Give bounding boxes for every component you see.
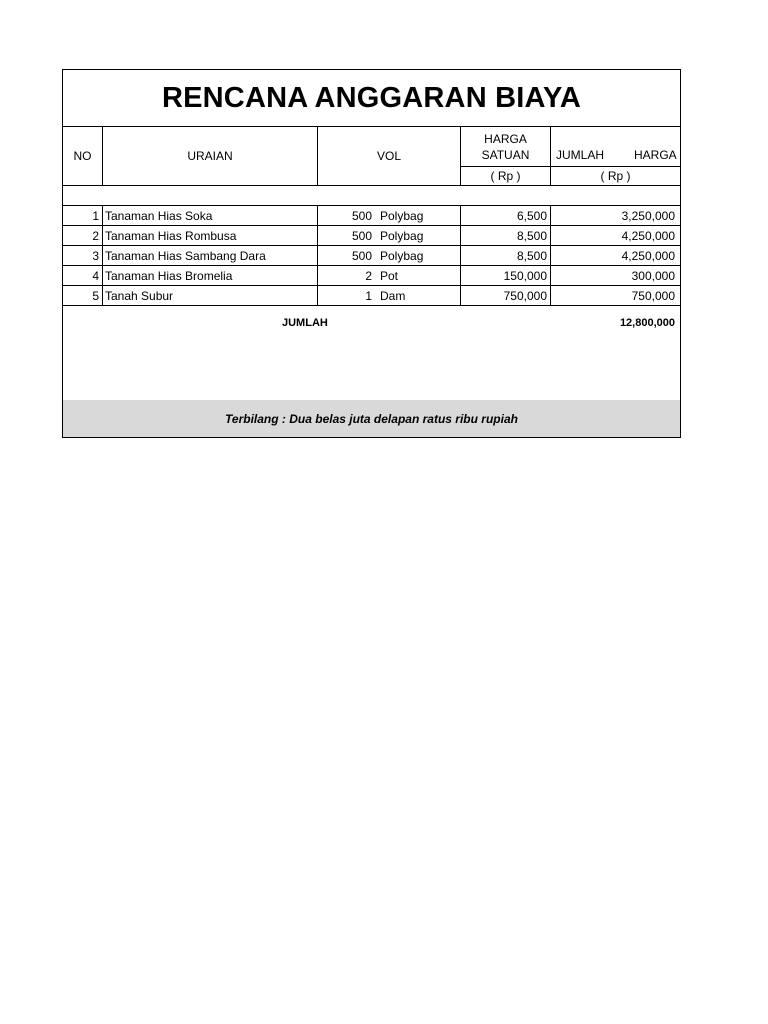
divider — [63, 225, 680, 226]
row-unit: Polybag — [380, 229, 424, 243]
divider — [102, 286, 103, 306]
row-jumlah: 4,250,000 — [621, 249, 675, 263]
document-title: RENCANA ANGGARAN BIAYA — [63, 70, 680, 127]
header-harga-satuan-line1: HARGA — [484, 132, 527, 146]
row-unit: Polybag — [380, 209, 424, 223]
divider — [63, 205, 680, 206]
row-harga-satuan: 150,000 — [503, 269, 547, 283]
row-vol: 500 — [351, 209, 372, 223]
row-no: 1 — [92, 209, 99, 223]
row-vol: 500 — [351, 229, 372, 243]
row-vol: 500 — [351, 249, 372, 263]
row-harga-satuan: 8,500 — [516, 229, 547, 243]
header-rp-satuan: ( Rp ) — [490, 169, 521, 183]
row-jumlah: 3,250,000 — [621, 209, 675, 223]
divider — [63, 285, 680, 286]
divider — [63, 305, 680, 306]
row-jumlah: 4,250,000 — [621, 229, 675, 243]
total-value: 12,800,000 — [619, 317, 675, 329]
header-harga-satuan-line2: SATUAN — [481, 148, 530, 162]
row-no: 5 — [92, 289, 99, 303]
row-uraian: Tanaman Hias Soka — [105, 209, 213, 223]
row-harga-satuan: 6,500 — [516, 209, 547, 223]
header-no: NO — [73, 148, 92, 163]
divider — [102, 226, 103, 246]
header-harga: HARGA — [634, 148, 677, 162]
row-vol: 1 — [365, 289, 372, 303]
row-uraian: Tanaman Hias Bromelia — [105, 269, 233, 283]
row-unit: Pot — [380, 269, 399, 283]
divider — [63, 185, 680, 186]
total-label: JUMLAH — [282, 317, 328, 329]
row-no: 2 — [92, 229, 99, 243]
row-jumlah: 750,000 — [631, 289, 675, 303]
divider — [102, 206, 103, 226]
row-harga-satuan: 8,500 — [516, 249, 547, 263]
row-uraian: Tanaman Hias Rombusa — [105, 229, 237, 243]
row-harga-satuan: 750,000 — [503, 289, 547, 303]
divider — [102, 266, 103, 286]
row-jumlah: 300,000 — [631, 269, 675, 283]
row-no: 4 — [92, 269, 99, 283]
header-uraian: URAIAN — [187, 148, 233, 163]
amount-in-words: Terbilang : Dua belas juta delapan ratus ribu rupiah — [63, 400, 680, 437]
divider — [63, 245, 680, 246]
budget-sheet — [62, 69, 681, 438]
header-vol: VOL — [376, 148, 401, 163]
header-rp-jumlah: ( Rp ) — [600, 169, 631, 183]
row-uraian: Tanaman Hias Sambang Dara — [105, 249, 266, 263]
row-unit: Dam — [380, 289, 406, 303]
row-vol: 2 — [365, 269, 372, 283]
divider — [102, 246, 103, 266]
row-unit: Polybag — [380, 249, 424, 263]
header-jumlah: JUMLAH — [556, 148, 605, 162]
divider — [63, 265, 680, 266]
row-no: 3 — [92, 249, 99, 263]
row-uraian: Tanah Subur — [105, 289, 174, 303]
